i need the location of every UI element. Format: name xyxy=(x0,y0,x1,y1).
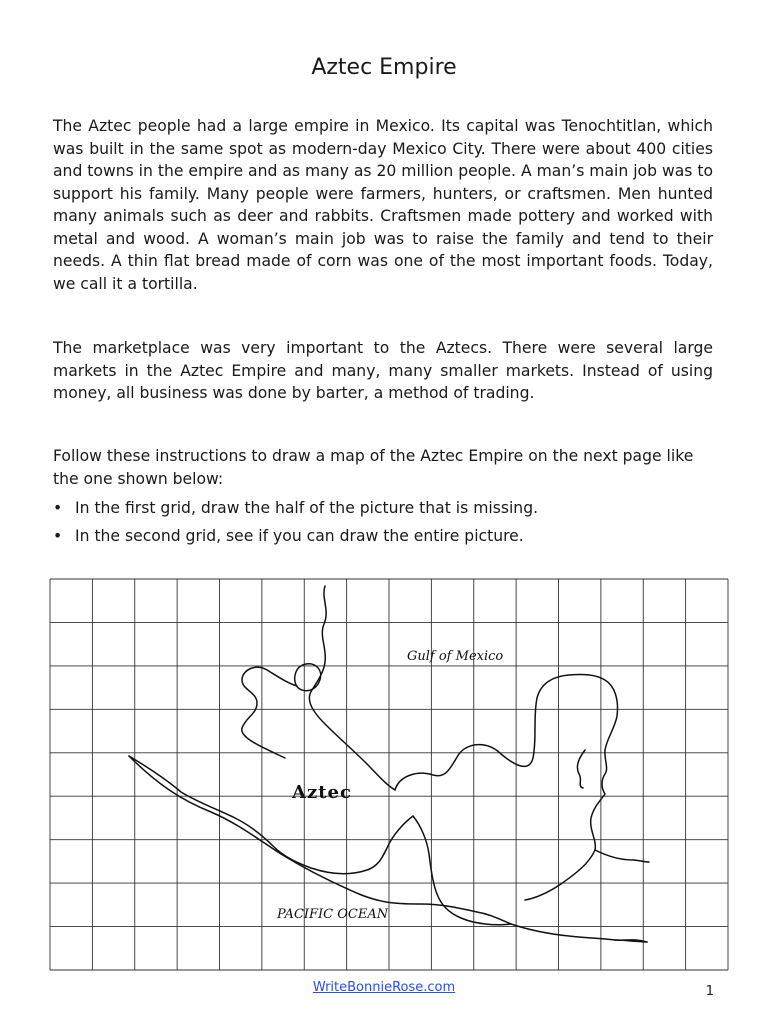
eastern-coastline xyxy=(395,675,618,900)
paragraph-instructions: Follow these instructions to draw a map of the Aztec Empire on the next page like the one shown below: xyxy=(53,447,694,488)
aztec-map-grid xyxy=(49,578,729,972)
bullet-icon: • xyxy=(53,527,63,545)
list-item: • In the second grid, see if you can draw the entire picture. xyxy=(53,527,524,545)
instruction-list xyxy=(53,497,713,553)
bullet-icon: • xyxy=(53,499,63,517)
gulf-coast-wiggle xyxy=(242,667,297,758)
northern-river-line xyxy=(309,586,395,790)
pacific-coastline xyxy=(129,756,413,874)
paragraph-marketplace: The marketplace was very important to the Aztecs. There were several large markets in the Aztec Empire and many, many smaller markets. Instead of using money, all business was done by barter, a method of trading. xyxy=(53,339,713,402)
page-number: 1 xyxy=(705,984,714,999)
list-item: • In the first grid, draw the half of the picture that is missing. xyxy=(53,499,539,517)
gulf-of-mexico-label: Gulf of Mexico xyxy=(407,649,504,664)
page-title: Aztec Empire xyxy=(311,55,457,80)
pacific-ocean-label: PACIFIC OCEAN xyxy=(277,907,389,922)
paragraph-aztec-people: The Aztec people had a large empire in Mexico. Its capital was Tenochtitlan, which was built in the same spot as modern-day Mexico City. There were about 400 cities and towns in the empire and as many as 20 million people. A man’s main job was to support his family. Many people were farmers, hunters, or craftsmen. Men hunted many animals such as deer and rabbits. Craftsmen made pottery and worked with metal and wood. A woman’s main job was to raise the family and tend to their needs. A thin flat bread made of corn was one of the most important foods. Today, we call it a tortilla. xyxy=(53,117,713,293)
map-grid-lines xyxy=(50,579,728,970)
gulf-coastline xyxy=(295,664,321,691)
eastern-outlet xyxy=(595,850,649,862)
eastern-coast-detail xyxy=(577,750,585,788)
footer-website-link[interactable]: WriteBonnieRose.com xyxy=(312,980,456,995)
aztec-label: Aztec xyxy=(292,782,352,803)
